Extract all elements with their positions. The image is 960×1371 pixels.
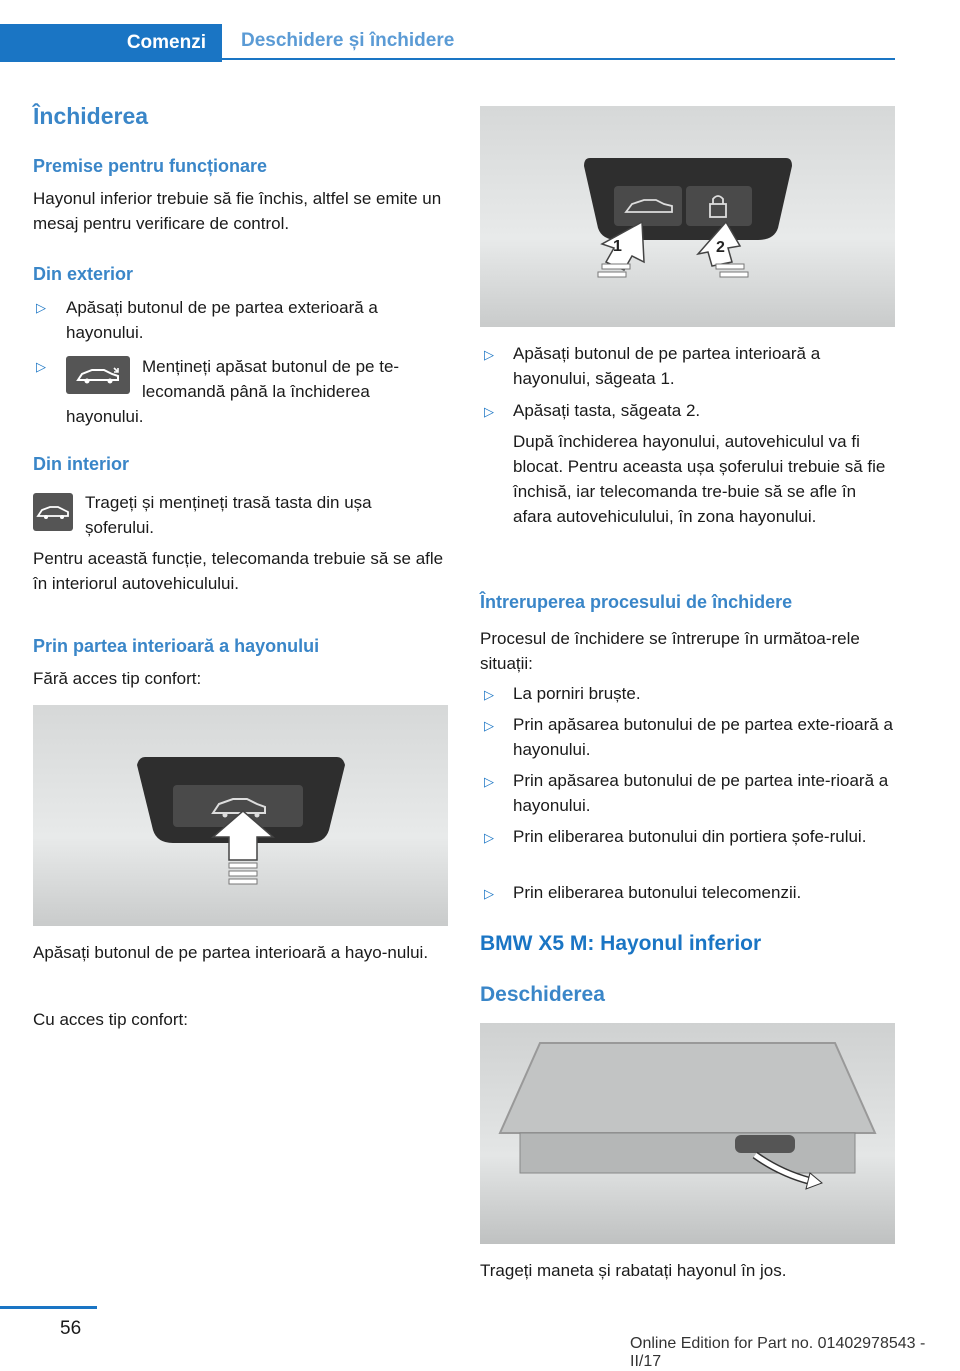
press-inside-caption: Apăsați butonul de pe partea interioară a hayo-nului. <box>33 943 429 962</box>
two-buttons-image <box>480 106 895 327</box>
heading-premise: Premise pentru funcționare <box>33 156 268 176</box>
bullet-icon: ▷ <box>484 687 494 702</box>
heading-interior: Din interior <box>33 454 130 474</box>
paragraph-premise: Hayonul inferior trebuie să fie închis, altfel se emite un mesaj pentru verificare de control. <box>33 189 442 233</box>
paragraph-interrupt: Procesul de închidere se întrerupe în următoa-rele situații: <box>480 629 860 673</box>
section-title-close: Închiderea <box>33 103 149 129</box>
arrow-label-2: 2 <box>716 239 725 256</box>
interior-line1: Trageți și mențineți trasă tasta din ușa <box>85 493 372 512</box>
heading-open: Deschiderea <box>480 983 605 1006</box>
tab-deschidere[interactable]: Deschidere și închidere <box>222 24 895 60</box>
interrupt-item-1: La porniri bruște. <box>513 684 641 703</box>
bullet-icon: ▷ <box>484 830 494 845</box>
heading-x5m: BMW X5 M: Hayonul inferior <box>480 932 762 955</box>
tailgate-car-icon <box>66 356 130 394</box>
tab-comenzi[interactable]: Comenzi <box>0 24 222 62</box>
heading-inside-tailgate: Prin partea interioară a hayonului <box>33 636 320 656</box>
bullet-icon: ▷ <box>36 300 46 315</box>
bullet-exterior-button: Apăsați butonul de pe partea exterioară a hayonului. <box>66 298 378 342</box>
interrupt-item-4: Prin eliberarea butonului din portiera șofe-rului. <box>513 827 867 846</box>
with-comfort-access: Cu acces tip confort: <box>33 1010 188 1029</box>
page-number-rule <box>0 1306 97 1309</box>
interrupt-item-5: Prin eliberarea butonului telecomenzii. <box>513 883 802 902</box>
trunk-floor-image <box>480 1023 895 1244</box>
paragraph-function: Pentru această funcție, telecomanda trebuie să se afle în interiorul autovehiculului. <box>33 549 444 593</box>
bullet-icon: ▷ <box>36 359 46 374</box>
door-button-icon <box>33 493 73 531</box>
bullet-icon: ▷ <box>484 774 494 789</box>
right-bullet-inner-button: Apăsați butonul de pe partea interioară a hayonului, săgeata 1. <box>513 344 821 388</box>
heading-interrupt: Întreruperea procesului de închidere <box>480 592 793 612</box>
interior-line2: șoferului. <box>85 518 154 537</box>
header-bar <box>0 24 895 62</box>
arrow-label-1: 1 <box>613 238 622 255</box>
edition-footer: Online Edition for Part no. 01402978543 - II/17 <box>630 1335 926 1370</box>
bullet-remote-line1: Mențineți apăsat butonul de pe te- <box>142 357 400 376</box>
page-number: 56 <box>60 1318 82 1339</box>
bullet-icon: ▷ <box>484 347 494 362</box>
lock-note: După închiderea hayonului, autovehiculul va fi blocat. Pentru aceasta ușa șoferului trebuie să fie închisă, iar telecomanda tre-buie să se afle în afara autovehiculului, în zona hayonului. <box>513 432 886 526</box>
interrupt-item-3: Prin apăsarea butonului de pe partea inte-rioară a hayonului. <box>513 771 889 815</box>
bullet-icon: ▷ <box>484 718 494 733</box>
tailgate-inner-button-image <box>33 705 448 926</box>
interrupt-item-2: Prin apăsarea butonului de pe partea exte-rioară a hayonului. <box>513 715 893 759</box>
bullet-remote-line2: lecomandă până la închiderea <box>142 382 370 401</box>
heading-exterior: Din exterior <box>33 264 134 284</box>
bullet-icon: ▷ <box>484 404 494 419</box>
bullet-remote-line3: hayonului. <box>66 407 144 426</box>
bullet-icon: ▷ <box>484 886 494 901</box>
right-bullet-key: Apăsați tasta, săgeata 2. <box>513 401 701 420</box>
paragraph-open: Trageți maneta și rabatați hayonul în jos. <box>480 1261 787 1280</box>
no-comfort-access: Fără acces tip confort: <box>33 669 202 688</box>
